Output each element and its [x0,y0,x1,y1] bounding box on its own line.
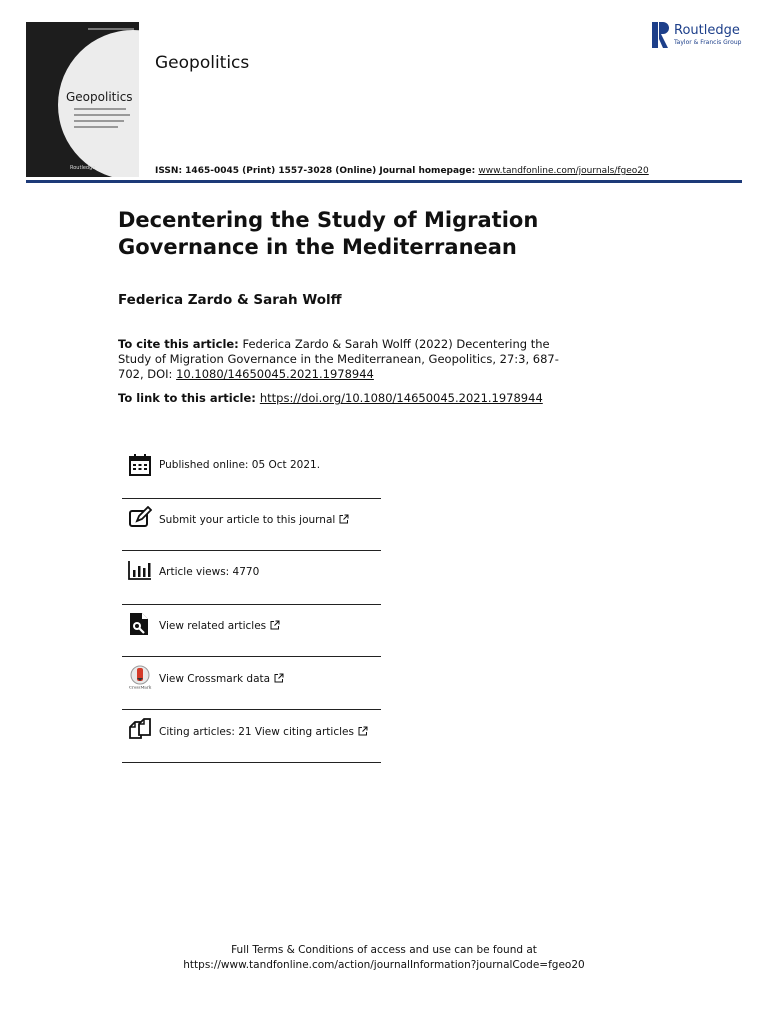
footer-terms-text: Full Terms & Conditions of access and use can be found at [231,944,537,956]
bar-chart-icon [128,558,152,582]
submit-label: Submit your article to this journal [159,514,336,526]
journal-homepage-link[interactable]: www.tandfonline.com/journals/fgeo20 [478,166,649,176]
calendar-icon [128,453,152,477]
external-link-icon [339,514,349,524]
publisher-group: Taylor & Francis Group [674,39,742,46]
cover-publisher: Routledge [70,165,96,171]
external-link-icon [358,726,368,736]
citation-block [118,337,578,382]
article-authors: Federica Zardo & Sarah Wolff [118,292,342,308]
external-link-icon [274,673,284,683]
cover-text-line [74,108,126,110]
header-rule [26,180,742,183]
footer [0,943,768,973]
article-link-block [118,391,543,405]
external-link-icon [270,620,280,630]
cover-text-line [74,120,124,122]
journal-cover [26,22,139,177]
divider [122,762,381,763]
related-label: View related articles [159,620,267,632]
divider [122,498,381,499]
citing-documents-icon [128,718,152,742]
routledge-r-icon [652,22,670,48]
crossmark-row[interactable] [124,665,381,695]
crossmark-icon [128,665,152,689]
article-doi-link[interactable]: https://doi.org/10.1080/14650045.2021.1978944 [259,391,543,405]
cite-text: Federica Zardo & Sarah Wolff (2022) Decentering the Study of Migration Governance in the Mediterranean, Geopolitics, 27:3, 687-702, DOI: [118,337,559,381]
divider [122,550,381,551]
views-row [124,558,381,588]
published-date: Published online: 05 Oct 2021. [159,459,321,471]
routledge-logo [652,22,748,50]
publisher-brand: Routledge [674,23,740,38]
issn-text: ISSN: 1465-0045 (Print) 1557-3028 (Online) Journal homepage: [155,166,479,176]
related-row[interactable] [124,612,381,642]
citing-label: Citing articles: 21 View citing articles [159,726,354,738]
article-title: Decentering the Study of Migration Governance in the Mediterranean [118,208,539,259]
divider [122,604,381,605]
cover-title: Geopolitics [66,90,133,104]
view-citing-link[interactable] [159,726,368,738]
cover-text-line [74,126,118,128]
edit-icon [128,506,152,530]
submit-article-link[interactable] [159,514,349,526]
cover-text-line [74,114,130,116]
document-search-icon [128,612,152,636]
published-row [124,453,381,483]
divider [122,709,381,710]
crossmark-label: View Crossmark data [159,673,271,685]
view-related-link[interactable] [159,620,280,632]
journal-name: Geopolitics [155,53,250,73]
submit-row[interactable] [124,506,381,536]
cite-label: To cite this article: [118,337,239,351]
footer-terms-url[interactable]: https://www.tandfonline.com/action/journalInformation?journalCode=fgeo20 [183,959,585,971]
view-crossmark-link[interactable] [159,673,284,685]
crossmark-logo-text: CrossMark [128,684,152,689]
citing-row[interactable] [124,718,381,748]
cover-top-line [88,28,134,30]
article-views: Article views: 4770 [159,566,260,578]
issn-line [155,166,649,176]
divider [122,656,381,657]
link-label: To link to this article: [118,391,256,405]
cite-doi-link[interactable]: 10.1080/14650045.2021.1978944 [176,367,374,381]
